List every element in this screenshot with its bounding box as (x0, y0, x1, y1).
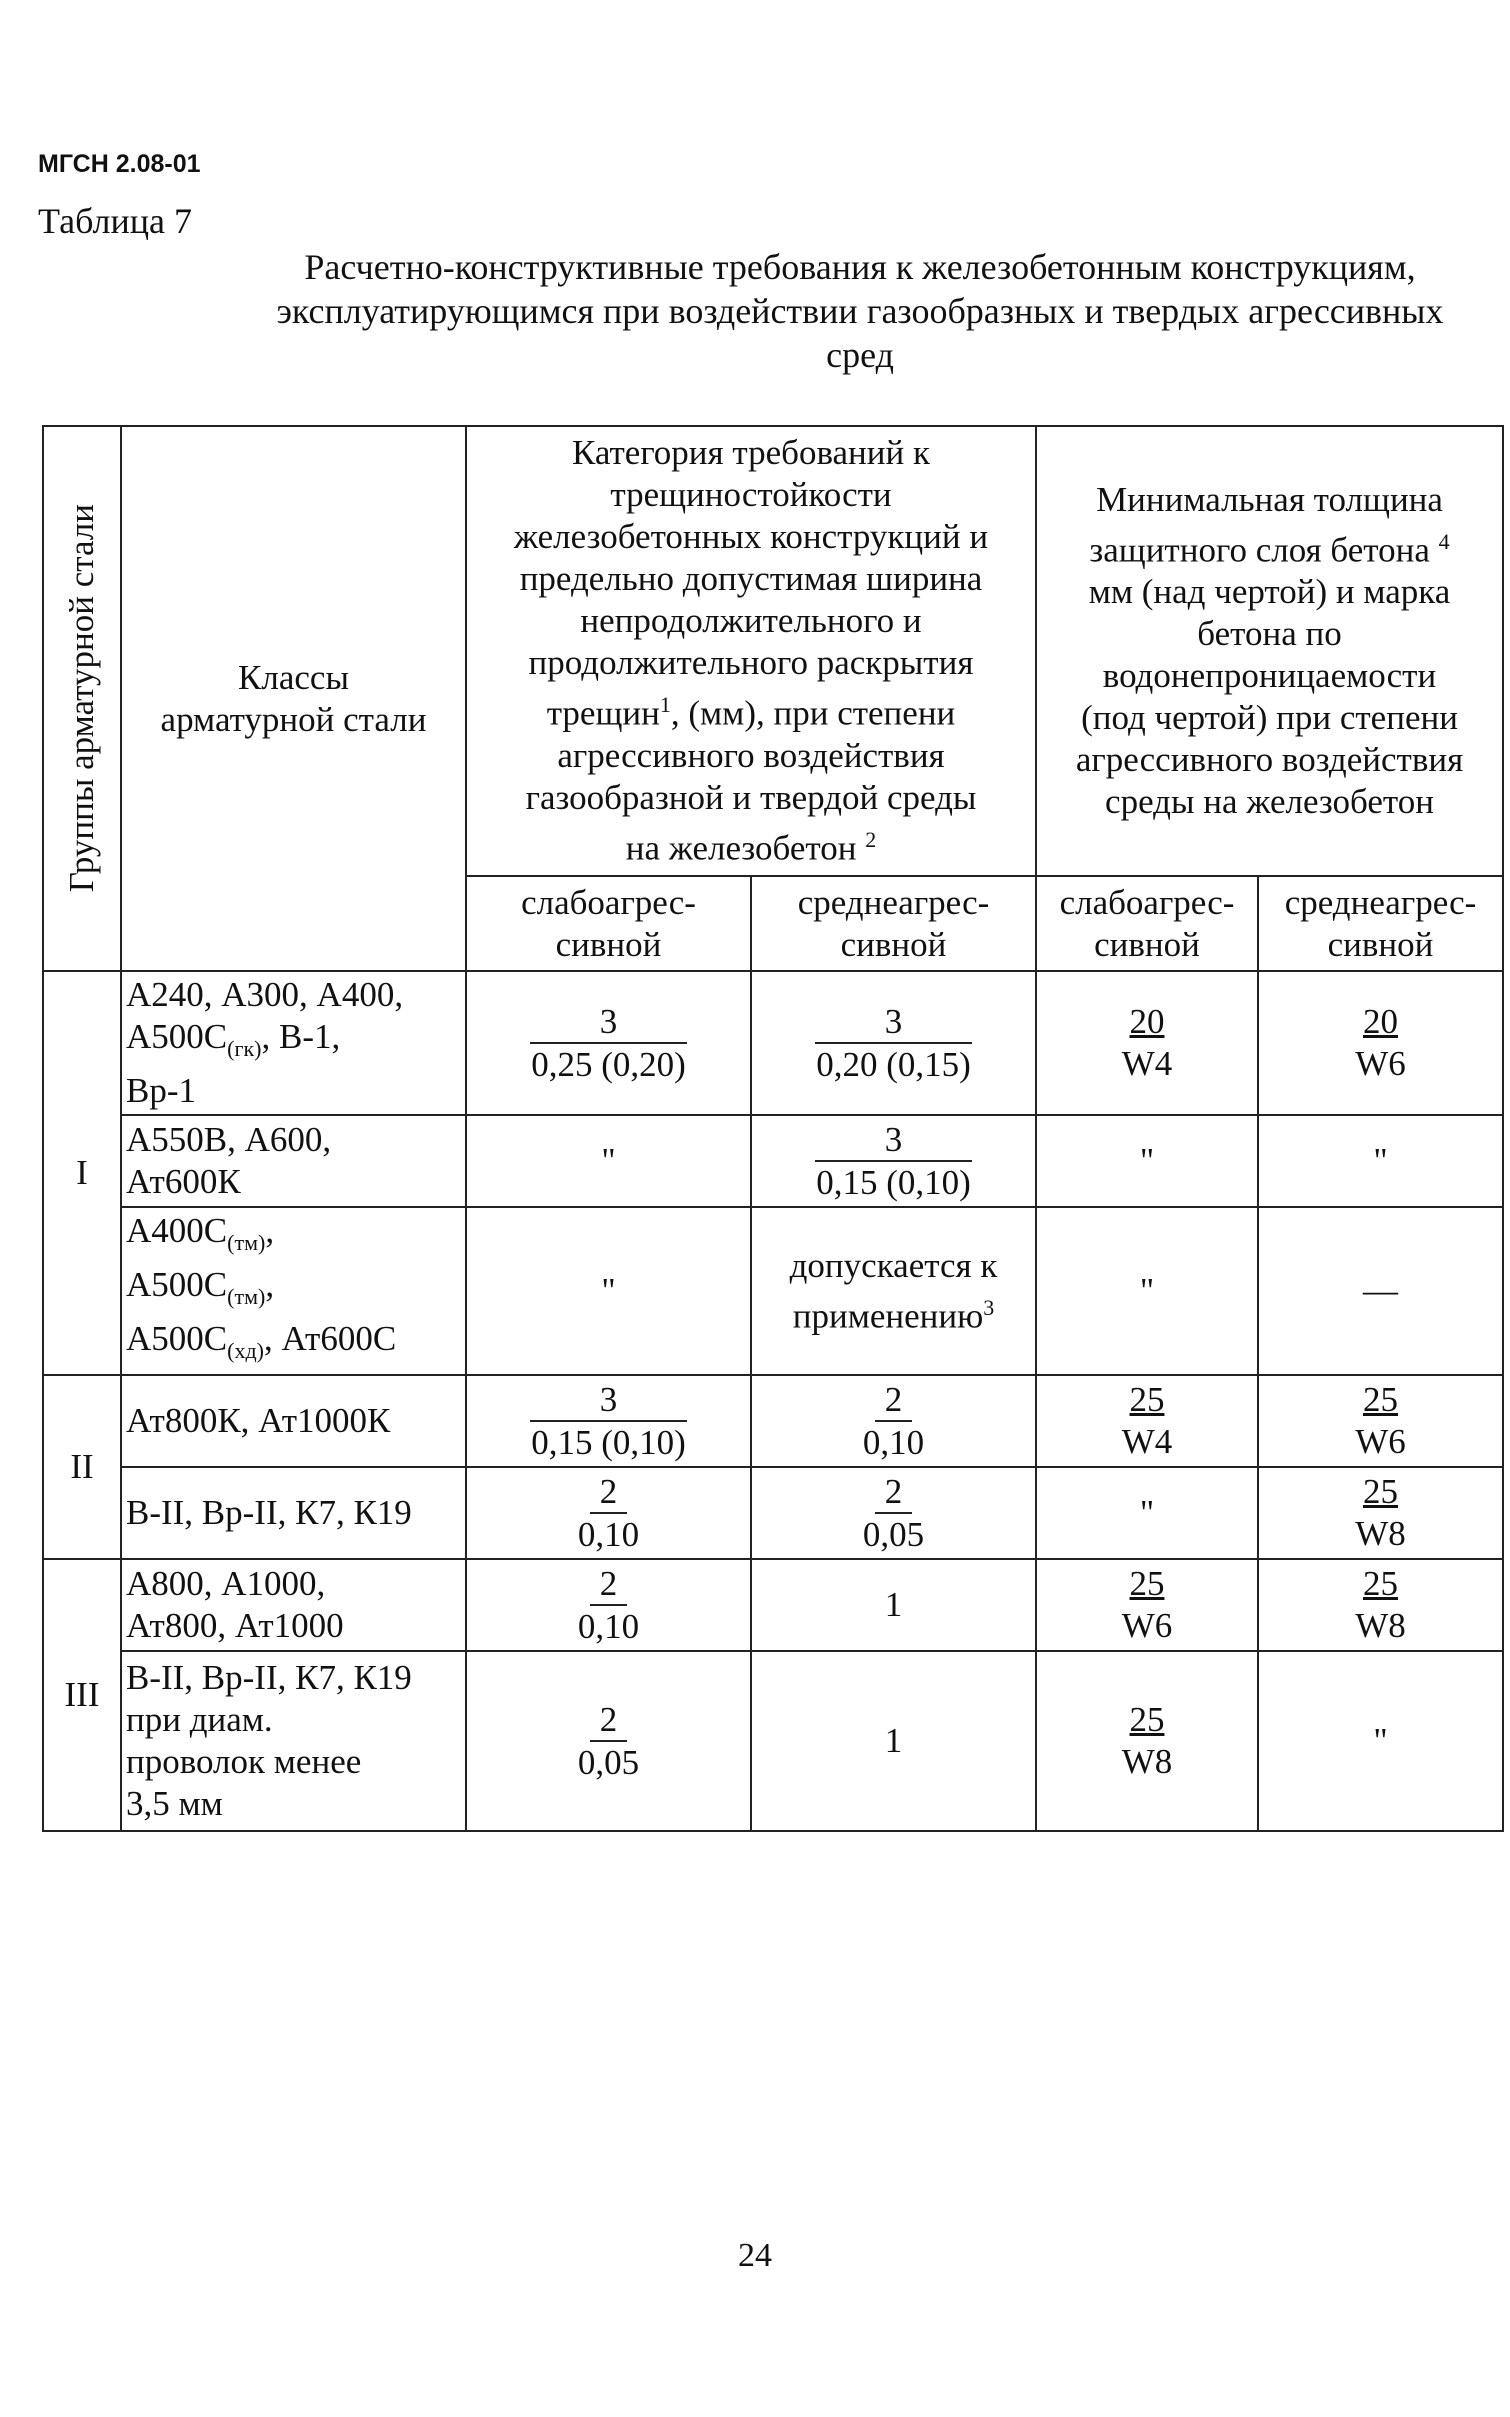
value-cell (751, 1375, 1036, 1467)
sub-line: сивной (1094, 924, 1200, 964)
footnote-ref-4: 4 (1438, 528, 1450, 554)
table-row (43, 1375, 1503, 1467)
class-cell (121, 1559, 466, 1651)
header-cover-line: Минимальная толщина (1096, 479, 1443, 519)
table-row (43, 1559, 1503, 1651)
denominator: 0,20 (0,15) (816, 1044, 971, 1084)
class-sub: (хд) (227, 1338, 264, 1363)
value-cell: " (1036, 1207, 1258, 1375)
value-cell (751, 1207, 1036, 1375)
value-line (756, 1287, 1031, 1338)
fraction (578, 1564, 639, 1648)
group-cell: II (43, 1375, 121, 1559)
class-line: 3,5 мм (126, 1784, 223, 1823)
header-crack-word: трещин (546, 694, 660, 733)
value-cell: " (1036, 1115, 1258, 1207)
denominator: 0,05 (862, 1514, 925, 1554)
header-cover-word: защитного слоя бетона (1089, 530, 1430, 570)
fraction (530, 1380, 688, 1464)
class-line (126, 1318, 461, 1372)
numerator: 2 (590, 1564, 628, 1606)
denominator: 0,10 (577, 1514, 640, 1554)
class-cell (121, 971, 466, 1115)
header-crack-line: агрессивного воздействия (557, 736, 945, 775)
fraction (578, 1472, 639, 1556)
fraction (815, 1002, 973, 1086)
value-cell (1036, 1559, 1258, 1651)
numerator: 2 (590, 1700, 628, 1742)
cover-top: 25 (1129, 1564, 1165, 1603)
fraction (815, 1120, 973, 1204)
class-sub: (тм) (227, 1230, 266, 1255)
class-text: , В-1, (261, 1017, 341, 1056)
cover-bottom: W8 (1355, 1514, 1406, 1553)
value-cell: " (1036, 1467, 1258, 1559)
value-cell (1258, 971, 1503, 1115)
class-text: , (265, 1265, 275, 1304)
value-cell (466, 971, 751, 1115)
value-cell (1258, 1559, 1503, 1651)
header-crack-line: предельно допустимая ширина (519, 559, 983, 599)
numerator: 3 (815, 1002, 973, 1044)
class-line (126, 1210, 461, 1264)
cover-top: 25 (1129, 1700, 1165, 1739)
value-cell (466, 1467, 751, 1559)
value-cell: " (466, 1115, 751, 1207)
class-line: А240, А300, А400, (126, 975, 404, 1014)
class-text: А500С (126, 1265, 228, 1304)
class-cell (121, 1651, 466, 1831)
class-text: А500С (126, 1319, 228, 1358)
fraction (863, 1380, 924, 1464)
numerator: 3 (530, 1380, 688, 1422)
header-cover-line: среды на железобетон (1105, 782, 1434, 822)
class-line: Ат800, Ат1000 (126, 1606, 344, 1645)
sub-weak-crack (466, 876, 751, 971)
fraction (863, 1472, 924, 1556)
class-text: , Ат600С (263, 1319, 397, 1358)
class-text: А500С (126, 1017, 228, 1056)
cover-top: 20 (1363, 1002, 1398, 1041)
header-cover-line: мм (над чертой) и марка (1088, 572, 1451, 612)
class-sub: (тм) (227, 1284, 266, 1309)
value-cell (1036, 1375, 1258, 1467)
group-cell: I (43, 971, 121, 1375)
requirements-table (42, 425, 1504, 1832)
value-cell (466, 1651, 751, 1831)
header-row (43, 426, 1503, 876)
caption-line: эксплуатирующимся при воздействии газообразных и твердых агрессивных (276, 291, 1444, 331)
class-line: проволок менее (126, 1742, 362, 1781)
cover-bottom: W4 (1121, 1044, 1173, 1083)
value-text: применению (792, 1296, 984, 1336)
class-line: Вр-1 (126, 1071, 196, 1110)
class-cell (121, 1207, 466, 1375)
page-number: 24 (738, 2237, 772, 2274)
value-cell: 1 (751, 1651, 1036, 1831)
caption-line: Расчетно-конструктивные требования к железобетонным конструкциям, (304, 247, 1416, 287)
value-cell: " (466, 1207, 751, 1375)
value-cell (751, 1115, 1036, 1207)
class-text: , (265, 1211, 275, 1250)
caption-line: сред (826, 335, 894, 375)
header-cover-line: агрессивного воздействия (1075, 740, 1464, 780)
numerator: 3 (530, 1002, 688, 1044)
sub-medium-crack (751, 876, 1036, 971)
table-caption (215, 245, 1505, 377)
sub-line: сивной (840, 924, 947, 964)
value-cell: " (1258, 1115, 1503, 1207)
header-crack-line: Категория требований к (571, 433, 930, 473)
cover-bottom: W8 (1355, 1606, 1406, 1645)
sub-medium-cover (1258, 876, 1503, 971)
value-cell (1258, 1375, 1503, 1467)
denominator: 0,15 (0,10) (531, 1422, 686, 1462)
value-cell (1258, 1467, 1503, 1559)
header-crack-line: продолжительного раскрытия (528, 643, 974, 683)
value-cell (466, 1375, 751, 1467)
cover-bottom: W6 (1355, 1044, 1406, 1083)
sub-line: среднеагрес- (1284, 882, 1477, 922)
header-crack-line: непродолжительного и (580, 601, 922, 641)
value-cell: — (1258, 1207, 1503, 1375)
sub-line: среднеагрес- (797, 882, 990, 922)
header-crack-line (471, 684, 1031, 735)
denominator: 0,15 (0,10) (816, 1162, 971, 1202)
header-cover-line: водонепроницаемости (1102, 656, 1437, 696)
footnote-ref-1: 1 (659, 692, 671, 718)
denominator: 0,10 (862, 1422, 925, 1462)
requirements-table-wrap (42, 425, 1504, 1832)
cover-bottom: W6 (1121, 1606, 1173, 1645)
header-cover-line: (под чертой) при степени (1081, 698, 1458, 738)
header-crack-line: газообразной и твердой среды (525, 778, 977, 817)
denominator: 0,25 (0,20) (531, 1044, 686, 1084)
class-text: А400С (126, 1211, 228, 1250)
cover-top: 25 (1363, 1472, 1398, 1511)
class-line: А550В, А600, (126, 1120, 332, 1159)
header-crack-word: на железобетон (625, 828, 857, 868)
denominator: 0,05 (577, 1742, 640, 1782)
table-row (43, 1651, 1503, 1831)
header-classes-line: арматурной стали (160, 699, 427, 739)
header-crack-line (471, 819, 1031, 870)
table-row (43, 1467, 1503, 1559)
class-sub: (гк) (227, 1036, 262, 1061)
numerator: 2 (875, 1380, 913, 1422)
fraction (530, 1002, 688, 1086)
header-classes-cell (121, 426, 466, 971)
class-line (126, 1016, 461, 1070)
value-cell: " (1258, 1651, 1503, 1831)
class-line: Ат600К (126, 1162, 241, 1201)
group-cell: III (43, 1559, 121, 1831)
value-cell (751, 1467, 1036, 1559)
class-line (126, 1264, 461, 1318)
footnote-ref-2: 2 (865, 827, 877, 852)
numerator: 2 (875, 1472, 913, 1514)
header-groups: Группы арматурной стали (62, 504, 101, 893)
class-cell (121, 1115, 466, 1207)
value-cell (466, 1559, 751, 1651)
header-crack-line: трещиностойкости (610, 475, 892, 515)
doc-code: МГСН 2.08-01 (38, 150, 201, 178)
class-line: А800, А1000, (126, 1564, 326, 1603)
footnote-ref-3: 3 (983, 1294, 995, 1320)
header-crack-line: железобетонных конструкций и (513, 517, 989, 557)
sub-line: слабоагрес- (1059, 882, 1235, 922)
table-row (43, 1115, 1503, 1207)
class-line: В-II, Вр-II, К7, К19 (126, 1658, 412, 1697)
value-cell: 1 (751, 1559, 1036, 1651)
value-cell (1036, 971, 1258, 1115)
header-crack-cell (466, 426, 1036, 876)
cover-top: 20 (1129, 1002, 1165, 1041)
sub-line: слабоагрес- (521, 882, 696, 922)
numerator: 3 (815, 1120, 973, 1162)
numerator: 2 (590, 1472, 628, 1514)
table-row (43, 1207, 1503, 1375)
sub-line: сивной (1327, 924, 1434, 964)
class-cell: Ат800К, Ат1000К (121, 1375, 466, 1467)
table-row (43, 971, 1503, 1115)
class-cell: В-II, Вр-II, К7, К19 (121, 1467, 466, 1559)
value-cell (1036, 1651, 1258, 1831)
sub-weak-cover (1036, 876, 1258, 971)
cover-bottom: W8 (1121, 1742, 1173, 1781)
header-cover-line: бетона по (1197, 614, 1342, 654)
cover-top: 25 (1363, 1380, 1398, 1419)
fraction (578, 1700, 639, 1784)
cover-bottom: W6 (1355, 1422, 1406, 1461)
header-cover-cell (1036, 426, 1503, 876)
cover-top: 25 (1129, 1380, 1165, 1419)
cover-top: 25 (1363, 1564, 1398, 1603)
header-cover-line (1041, 521, 1498, 572)
header-groups-cell (43, 426, 121, 971)
value-cell (751, 971, 1036, 1115)
denominator: 0,10 (577, 1606, 640, 1646)
table-label: Таблица 7 (38, 201, 192, 241)
class-line: при диам. (126, 1700, 273, 1739)
value-line: допускается к (789, 1245, 998, 1285)
sub-line: сивной (555, 924, 662, 964)
header-crack-word: , (мм), при степени (670, 694, 956, 733)
header-classes-line: Классы (238, 657, 349, 697)
cover-bottom: W4 (1121, 1422, 1173, 1461)
